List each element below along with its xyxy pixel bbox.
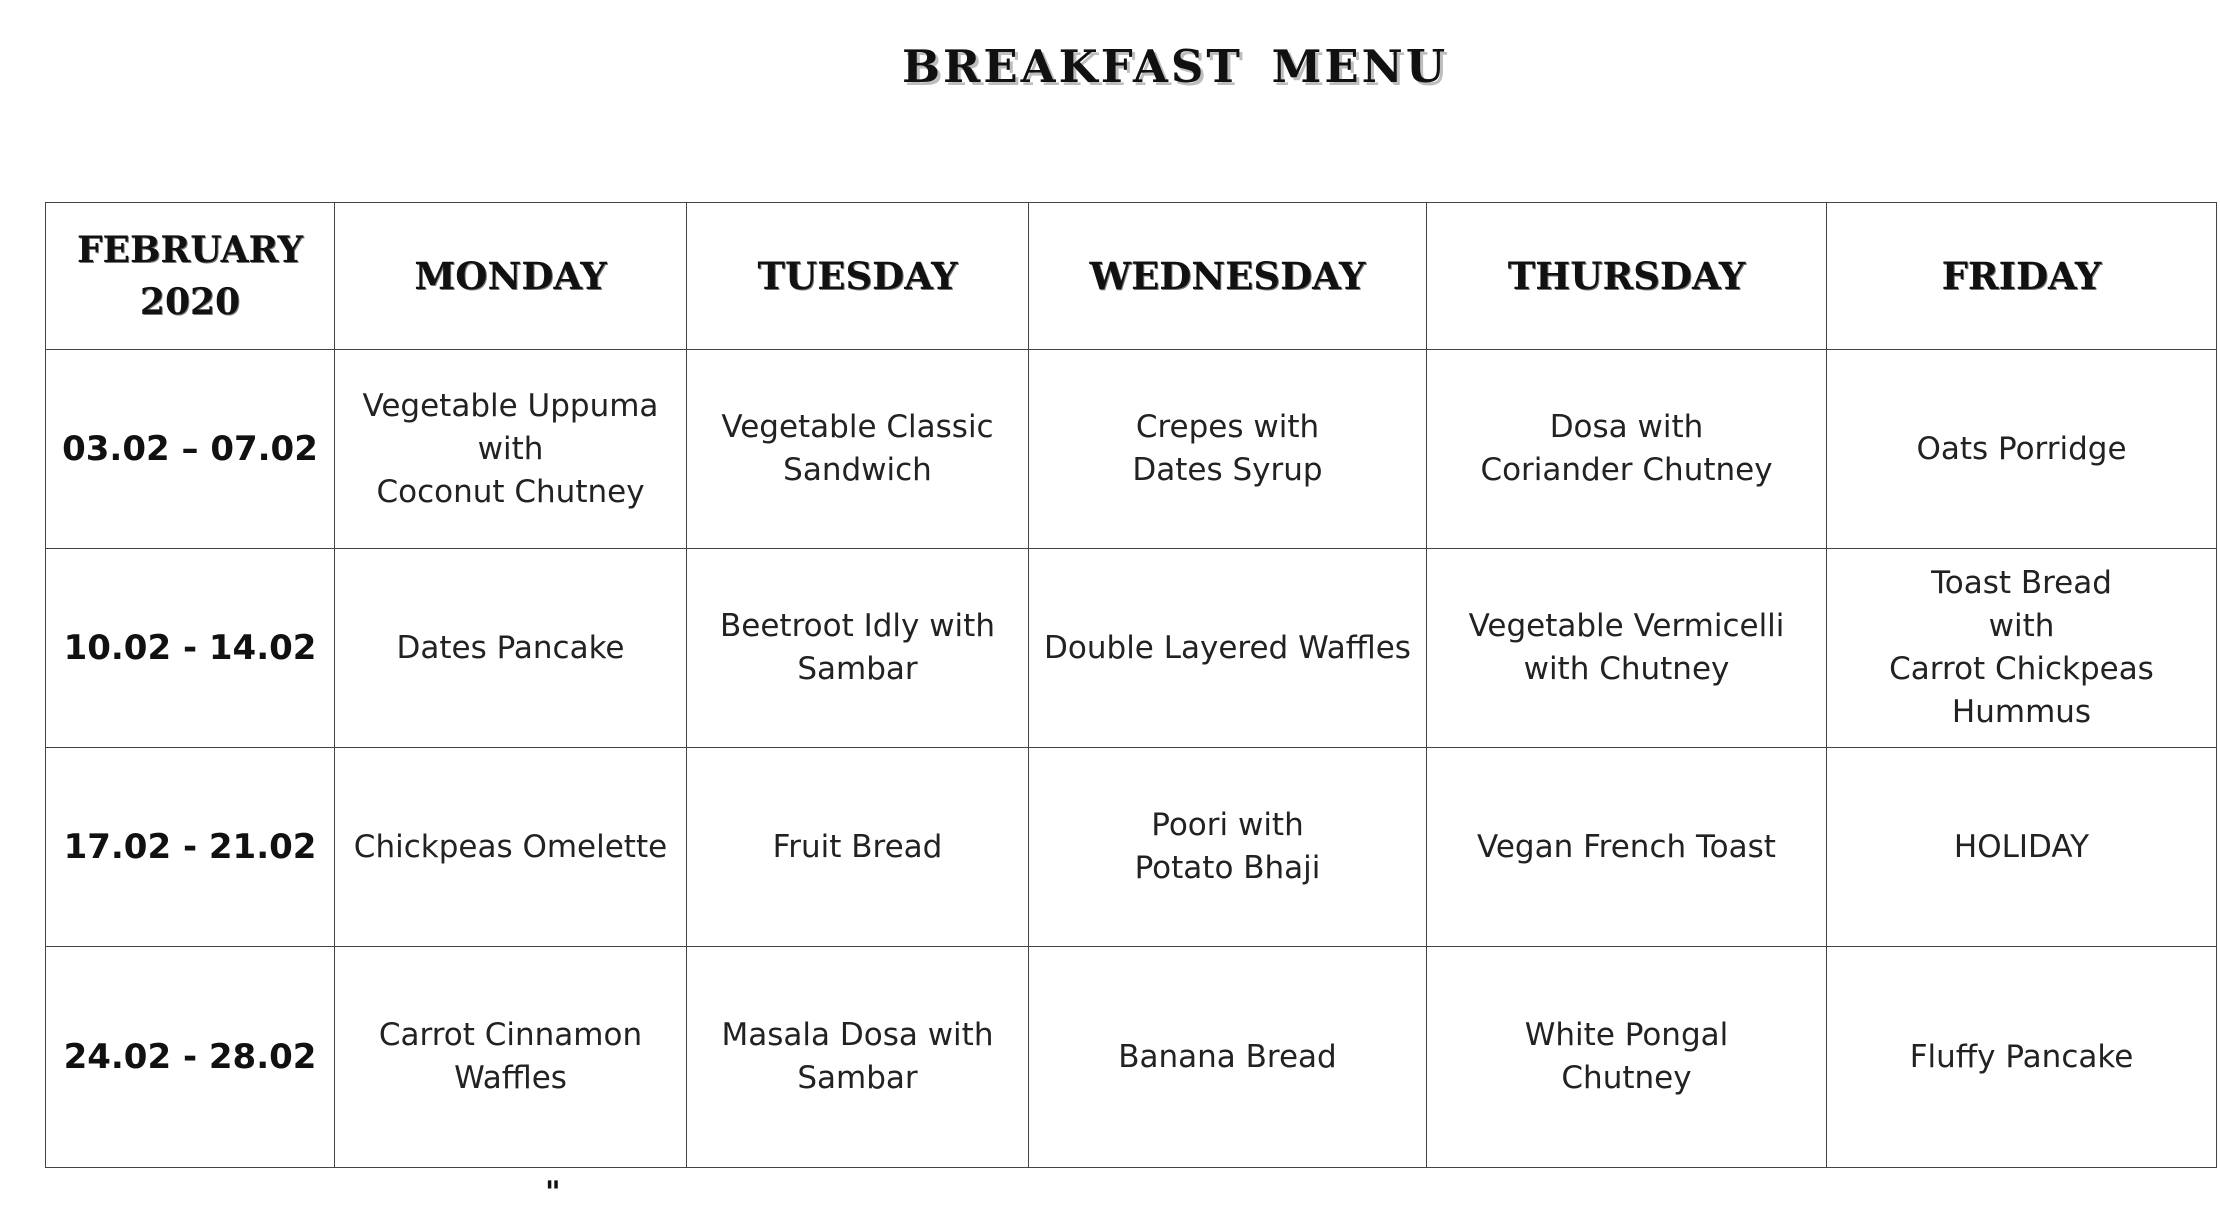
day-header-tuesday: TUESDAY bbox=[687, 203, 1029, 350]
dish-cell-wednesday: Banana Bread bbox=[1029, 947, 1427, 1168]
dish-cell-tuesday: Fruit Bread bbox=[687, 748, 1029, 947]
week-row-4 bbox=[46, 947, 2217, 1168]
dish-cell-monday: Dates Pancake bbox=[335, 549, 687, 748]
day-header-friday: FRIDAY bbox=[1827, 203, 2217, 350]
dish-cell-tuesday: Beetroot Idly with Sambar bbox=[687, 549, 1029, 748]
dish-cell-friday: Toast Bread with Carrot Chickpeas Hummus bbox=[1827, 549, 2217, 748]
dish-cell-tuesday: Masala Dosa with Sambar bbox=[687, 947, 1029, 1168]
dish-cell-thursday: White Pongal Chutney bbox=[1427, 947, 1827, 1168]
page-title: BREAKFAST MENU bbox=[901, 40, 1449, 93]
dish-cell-wednesday: Double Layered Waffles bbox=[1029, 549, 1427, 748]
day-header-thursday: THURSDAY bbox=[1427, 203, 1827, 350]
dish-cell-monday: Carrot Cinnamon Waffles bbox=[335, 947, 687, 1168]
week-row-1 bbox=[46, 350, 2217, 549]
dish-cell-friday: Oats Porridge bbox=[1827, 350, 2217, 549]
week-row-2 bbox=[46, 549, 2217, 748]
dish-cell-tuesday: Vegetable Classic Sandwich bbox=[687, 350, 1029, 549]
header-row bbox=[46, 203, 2217, 350]
breakfast-menu-table bbox=[45, 202, 2217, 1168]
dish-cell-monday: Vegetable Uppuma with Coconut Chutney bbox=[335, 350, 687, 549]
dish-cell-thursday: Vegetable Vermicelli with Chutney bbox=[1427, 549, 1827, 748]
footer-mark: " bbox=[545, 1175, 561, 1210]
week-range-cell: 10.02 - 14.02 bbox=[46, 549, 335, 748]
week-range-cell: 03.02 – 07.02 bbox=[46, 350, 335, 549]
day-header-monday: MONDAY bbox=[335, 203, 687, 350]
dish-cell-thursday: Vegan French Toast bbox=[1427, 748, 1827, 947]
dish-cell-friday: Fluffy Pancake bbox=[1827, 947, 2217, 1168]
month-header: FEBRUARY 2020 bbox=[46, 203, 335, 350]
dish-cell-friday: HOLIDAY bbox=[1827, 748, 2217, 947]
week-range-cell: 24.02 - 28.02 bbox=[46, 947, 335, 1168]
day-header-wednesday: WEDNESDAY bbox=[1029, 203, 1427, 350]
week-range-cell: 17.02 - 21.02 bbox=[46, 748, 335, 947]
week-row-3 bbox=[46, 748, 2217, 947]
dish-cell-wednesday: Poori with Potato Bhaji bbox=[1029, 748, 1427, 947]
dish-cell-monday: Chickpeas Omelette bbox=[335, 748, 687, 947]
dish-cell-thursday: Dosa with Coriander Chutney bbox=[1427, 350, 1827, 549]
dish-cell-wednesday: Crepes with Dates Syrup bbox=[1029, 350, 1427, 549]
